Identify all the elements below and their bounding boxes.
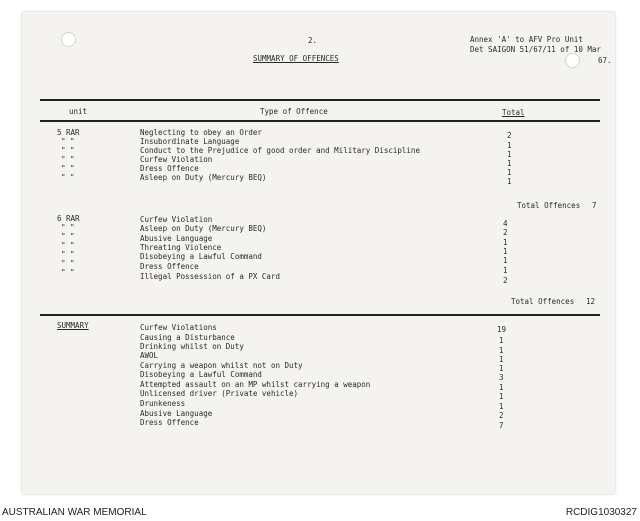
offence-count: 1 xyxy=(507,168,512,177)
ditto-mark: " " xyxy=(61,146,75,155)
offence-name: Disobeying a Lawful Command xyxy=(140,370,262,379)
total-offences-value: 12 xyxy=(586,297,596,306)
offence-count: 1 xyxy=(507,177,512,186)
offence-count: 2 xyxy=(503,228,508,237)
annex-line-1: Annex 'A' to AFV Pro Unit xyxy=(470,35,583,44)
footer-institution: AUSTRALIAN WAR MEMORIAL xyxy=(2,507,147,518)
offence-count: 1 xyxy=(499,355,504,364)
ditto-mark: " " xyxy=(61,223,75,232)
total-offences-value: 7 xyxy=(592,201,597,210)
offence-name: Attempted assault on an MP whilst carrying a weapon xyxy=(140,380,371,389)
offence-count: 1 xyxy=(499,392,504,401)
offence-name: Causing a Disturbance xyxy=(140,333,235,342)
offence-name: Abusive Language xyxy=(140,234,213,243)
offence-name: Threating Violence xyxy=(140,243,222,252)
offence-name: Dress Offence xyxy=(140,164,199,173)
document-title: SUMMARY OF OFFENCES xyxy=(253,54,339,63)
offence-count: 1 xyxy=(499,346,504,355)
offence-count: 1 xyxy=(503,238,508,247)
offence-name: Carrying a weapon whilst not on Duty xyxy=(140,361,303,370)
offence-name: Asleep on Duty (Mercury BEQ) xyxy=(140,173,267,182)
offence-name: Abusive Language xyxy=(140,409,213,418)
ditto-mark: " " xyxy=(61,268,75,277)
offence-count: 2 xyxy=(499,411,504,420)
offence-name: Conduct to the Prejudice of good order and Military Discipline xyxy=(140,146,420,155)
column-header-unit: unit xyxy=(69,107,88,116)
offence-count: 1 xyxy=(499,336,504,345)
offence-name: AWOL xyxy=(140,351,159,360)
offence-name: Insubordinate Language xyxy=(140,137,240,146)
table-top-rule xyxy=(40,99,600,101)
ditto-mark: " " xyxy=(61,173,75,182)
annex-line-3: 67. xyxy=(598,56,612,65)
annex-line-2: Det SAIGON 51/67/11 of 10 Mar xyxy=(470,45,601,54)
offence-count: 1 xyxy=(499,364,504,373)
ditto-mark: " " xyxy=(61,250,75,259)
offence-name: Neglecting to obey an Order xyxy=(140,128,262,137)
offence-name: Drinking whilst on Duty xyxy=(140,342,244,351)
offence-count: 1 xyxy=(499,383,504,392)
summary-top-rule xyxy=(40,314,600,316)
ditto-mark: " " xyxy=(61,232,75,241)
ditto-mark: " " xyxy=(61,259,75,268)
document-page xyxy=(22,12,615,494)
offence-count: 1 xyxy=(507,141,512,150)
offence-count: 7 xyxy=(499,421,504,430)
header-bottom-rule xyxy=(40,120,600,122)
offence-count: 3 xyxy=(499,373,504,382)
offence-name: Asleep on Duty (Mercury BEQ) xyxy=(140,224,267,233)
punch-hole-top xyxy=(61,32,76,47)
unit-label-6-rar: 6 RAR xyxy=(57,214,80,223)
offence-count: 19 xyxy=(497,325,507,334)
ditto-mark: " " xyxy=(61,155,75,164)
column-header-total: Total xyxy=(502,108,525,117)
offence-name: Drunkeness xyxy=(140,399,186,408)
column-header-type: Type of Offence xyxy=(260,107,328,116)
offence-count: 1 xyxy=(507,150,512,159)
offence-count: 2 xyxy=(503,276,508,285)
punch-hole-bottom xyxy=(565,53,580,68)
offence-name: Dress Offence xyxy=(140,262,199,271)
offence-count: 1 xyxy=(503,247,508,256)
offence-count: 1 xyxy=(503,266,508,275)
page-number: 2. xyxy=(308,36,318,45)
offence-name: Dress Offence xyxy=(140,418,199,427)
total-offences-label: Total Offences xyxy=(517,201,581,210)
offence-name: Curfew Violations xyxy=(140,323,217,332)
offence-name: Illegal Possession of a PX Card xyxy=(140,272,280,281)
offence-name: Disobeying a Lawful Command xyxy=(140,252,262,261)
footer-document-id: RCDIG1030327 xyxy=(565,507,637,518)
total-offences-label: Total Offences xyxy=(511,297,575,306)
unit-label-5-rar: 5 RAR xyxy=(57,128,80,137)
offence-count: 1 xyxy=(507,159,512,168)
offence-count: 1 xyxy=(503,256,508,265)
offence-count: 2 xyxy=(507,131,512,140)
offence-name: Curfew Violation xyxy=(140,215,213,224)
offence-count: 4 xyxy=(503,219,508,228)
offence-name: Curfew Violation xyxy=(140,155,213,164)
ditto-mark: " " xyxy=(61,164,75,173)
ditto-mark: " " xyxy=(61,137,75,146)
offence-name: Unlicensed driver (Private vehicle) xyxy=(140,389,299,398)
offence-count: 1 xyxy=(499,402,504,411)
ditto-mark: " " xyxy=(61,241,75,250)
summary-label: SUMMARY xyxy=(57,321,89,330)
